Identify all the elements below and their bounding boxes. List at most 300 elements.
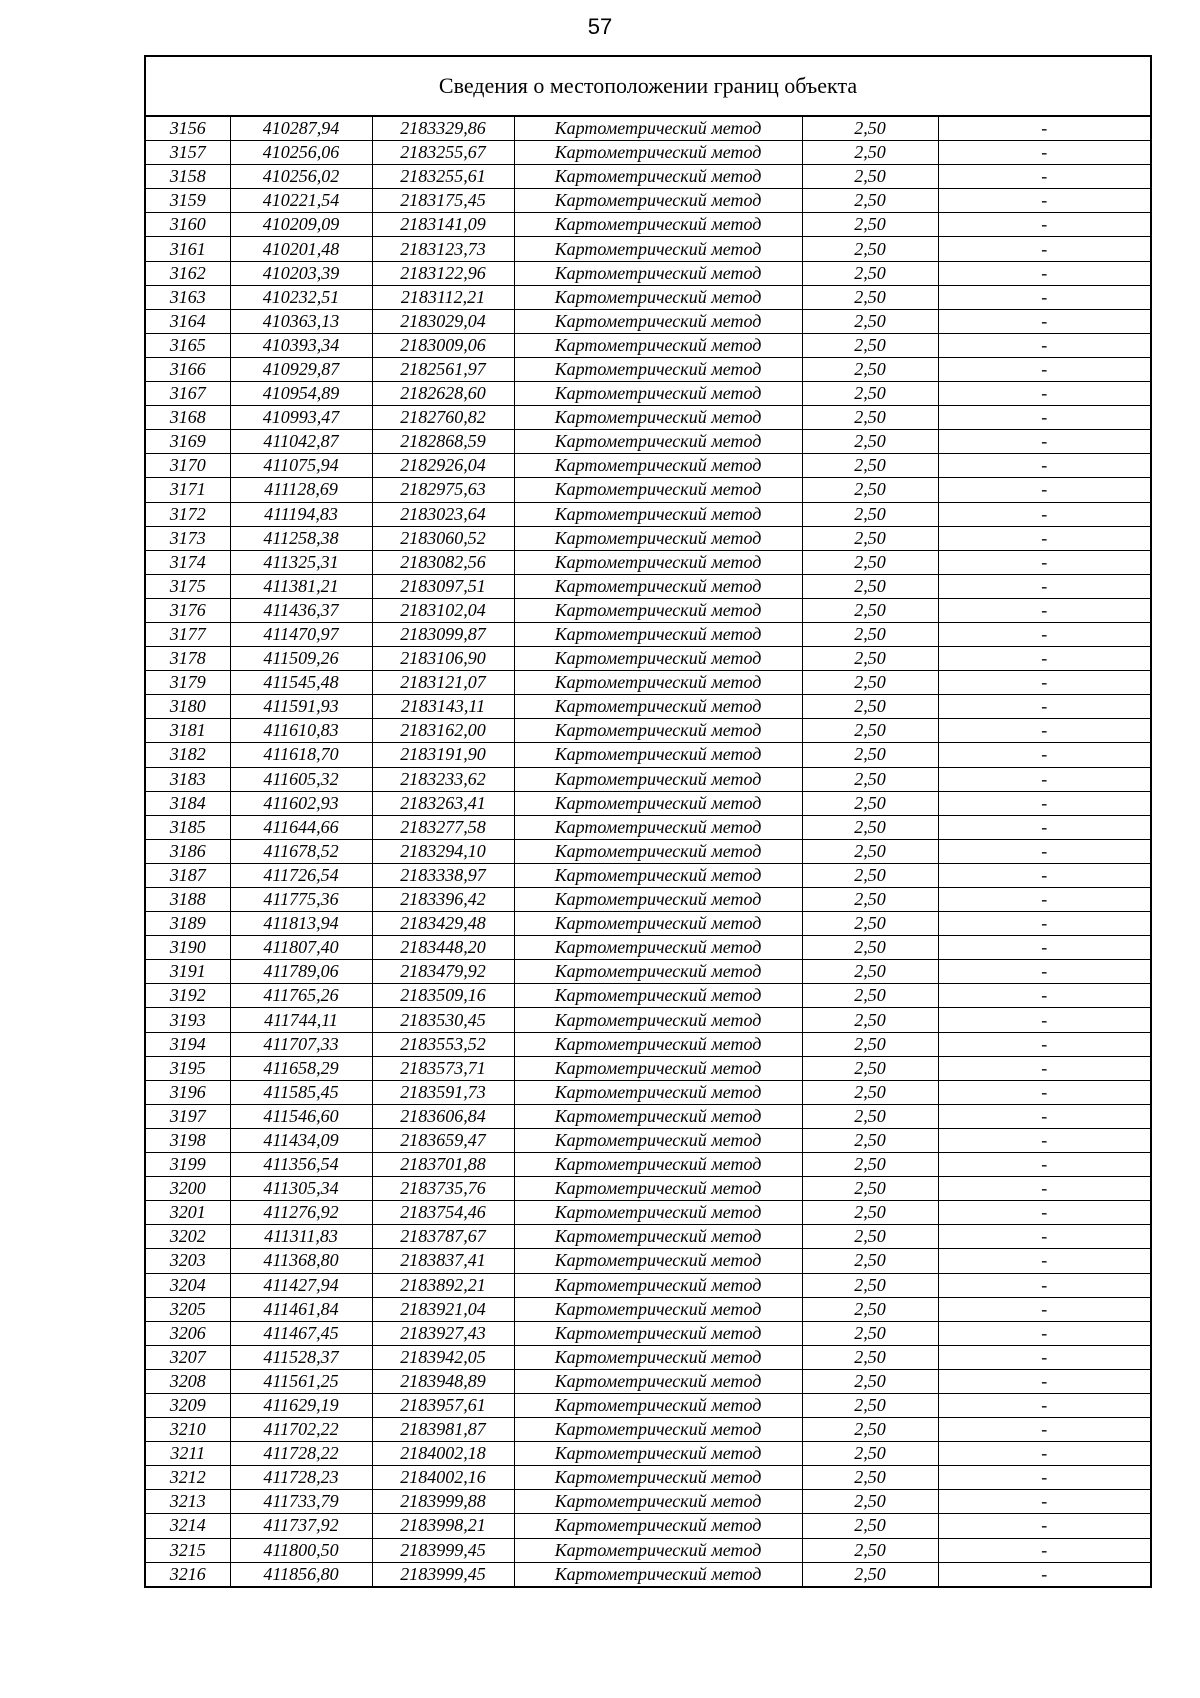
accuracy-cell: 2,50 <box>802 1080 938 1104</box>
method-cell: Картометрический метод <box>514 719 802 743</box>
point-number-cell: 3206 <box>146 1321 230 1345</box>
method-cell: Картометрический метод <box>514 598 802 622</box>
table-row <box>146 960 1150 984</box>
x-coordinate-cell: 411509,26 <box>230 647 372 671</box>
accuracy-cell: 2,50 <box>802 1177 938 1201</box>
table-row <box>146 839 1150 863</box>
y-coordinate-cell: 2183948,89 <box>372 1369 514 1393</box>
table-row <box>146 285 1150 309</box>
method-cell: Картометрический метод <box>514 1056 802 1080</box>
description-cell: - <box>938 189 1150 213</box>
point-number-cell: 3190 <box>146 936 230 960</box>
point-number-cell: 3161 <box>146 237 230 261</box>
x-coordinate-cell: 411585,45 <box>230 1080 372 1104</box>
y-coordinate-cell: 2182760,82 <box>372 406 514 430</box>
table-row <box>146 1466 1150 1490</box>
point-number-cell: 3182 <box>146 743 230 767</box>
method-cell: Картометрический метод <box>514 526 802 550</box>
point-number-cell: 3200 <box>146 1177 230 1201</box>
method-cell: Картометрический метод <box>514 863 802 887</box>
description-cell: - <box>938 141 1150 165</box>
table-row <box>146 1514 1150 1538</box>
x-coordinate-cell: 411434,09 <box>230 1128 372 1152</box>
method-cell: Картометрический метод <box>514 1080 802 1104</box>
y-coordinate-cell: 2182926,04 <box>372 454 514 478</box>
accuracy-cell: 2,50 <box>802 1225 938 1249</box>
point-number-cell: 3195 <box>146 1056 230 1080</box>
x-coordinate-cell: 411728,23 <box>230 1466 372 1490</box>
description-cell: - <box>938 406 1150 430</box>
method-cell: Картометрический метод <box>514 695 802 719</box>
y-coordinate-cell: 2183255,67 <box>372 141 514 165</box>
x-coordinate-cell: 411602,93 <box>230 791 372 815</box>
accuracy-cell: 2,50 <box>802 815 938 839</box>
x-coordinate-cell: 410201,48 <box>230 237 372 261</box>
description-cell: - <box>938 1080 1150 1104</box>
point-number-cell: 3159 <box>146 189 230 213</box>
point-number-cell: 3180 <box>146 695 230 719</box>
table-row <box>146 333 1150 357</box>
point-number-cell: 3212 <box>146 1466 230 1490</box>
method-cell: Картометрический метод <box>514 406 802 430</box>
x-coordinate-cell: 411775,36 <box>230 888 372 912</box>
accuracy-cell: 2,50 <box>802 502 938 526</box>
point-number-cell: 3201 <box>146 1201 230 1225</box>
method-cell: Картометрический метод <box>514 478 802 502</box>
point-number-cell: 3171 <box>146 478 230 502</box>
description-cell: - <box>938 1032 1150 1056</box>
point-number-cell: 3203 <box>146 1249 230 1273</box>
description-cell: - <box>938 622 1150 646</box>
accuracy-cell: 2,50 <box>802 671 938 695</box>
table-row <box>146 767 1150 791</box>
x-coordinate-cell: 411356,54 <box>230 1153 372 1177</box>
table-row <box>146 1442 1150 1466</box>
description-cell: - <box>938 309 1150 333</box>
method-cell: Картометрический метод <box>514 839 802 863</box>
table-row <box>146 237 1150 261</box>
table-row <box>146 1273 1150 1297</box>
x-coordinate-cell: 410993,47 <box>230 406 372 430</box>
x-coordinate-cell: 410232,51 <box>230 285 372 309</box>
table-row <box>146 478 1150 502</box>
accuracy-cell: 2,50 <box>802 117 938 141</box>
x-coordinate-cell: 411737,92 <box>230 1514 372 1538</box>
x-coordinate-cell: 411678,52 <box>230 839 372 863</box>
method-cell: Картометрический метод <box>514 912 802 936</box>
y-coordinate-cell: 2183123,73 <box>372 237 514 261</box>
description-cell: - <box>938 550 1150 574</box>
method-cell: Картометрический метод <box>514 1032 802 1056</box>
table-row <box>146 261 1150 285</box>
point-number-cell: 3170 <box>146 454 230 478</box>
y-coordinate-cell: 2183141,09 <box>372 213 514 237</box>
method-cell: Картометрический метод <box>514 1538 802 1562</box>
y-coordinate-cell: 2183999,45 <box>372 1562 514 1586</box>
description-cell: - <box>938 936 1150 960</box>
x-coordinate-cell: 411325,31 <box>230 550 372 574</box>
y-coordinate-cell: 2183927,43 <box>372 1321 514 1345</box>
description-cell: - <box>938 719 1150 743</box>
description-cell: - <box>938 333 1150 357</box>
accuracy-cell: 2,50 <box>802 1418 938 1442</box>
description-cell: - <box>938 237 1150 261</box>
accuracy-cell: 2,50 <box>802 791 938 815</box>
accuracy-cell: 2,50 <box>802 1562 938 1586</box>
point-number-cell: 3202 <box>146 1225 230 1249</box>
accuracy-cell: 2,50 <box>802 1128 938 1152</box>
description-cell: - <box>938 574 1150 598</box>
point-number-cell: 3177 <box>146 622 230 646</box>
accuracy-cell: 2,50 <box>802 1153 938 1177</box>
method-cell: Картометрический метод <box>514 261 802 285</box>
x-coordinate-cell: 410363,13 <box>230 309 372 333</box>
x-coordinate-cell: 411605,32 <box>230 767 372 791</box>
table-row <box>146 165 1150 189</box>
y-coordinate-cell: 2183999,45 <box>372 1538 514 1562</box>
y-coordinate-cell: 2183509,16 <box>372 984 514 1008</box>
x-coordinate-cell: 410929,87 <box>230 357 372 381</box>
x-coordinate-cell: 411194,83 <box>230 502 372 526</box>
accuracy-cell: 2,50 <box>802 261 938 285</box>
y-coordinate-cell: 2183448,20 <box>372 936 514 960</box>
description-cell: - <box>938 695 1150 719</box>
table-row <box>146 1321 1150 1345</box>
accuracy-cell: 2,50 <box>802 357 938 381</box>
y-coordinate-cell: 2183175,45 <box>372 189 514 213</box>
accuracy-cell: 2,50 <box>802 165 938 189</box>
point-number-cell: 3158 <box>146 165 230 189</box>
accuracy-cell: 2,50 <box>802 430 938 454</box>
description-cell: - <box>938 984 1150 1008</box>
table-row <box>146 815 1150 839</box>
x-coordinate-cell: 411305,34 <box>230 1177 372 1201</box>
method-cell: Картометрический метод <box>514 1514 802 1538</box>
table-row <box>146 1418 1150 1442</box>
table-row <box>146 912 1150 936</box>
description-cell: - <box>938 1201 1150 1225</box>
method-cell: Картометрический метод <box>514 1153 802 1177</box>
table-row <box>146 1562 1150 1586</box>
y-coordinate-cell: 2183263,41 <box>372 791 514 815</box>
x-coordinate-cell: 411467,45 <box>230 1321 372 1345</box>
table-row <box>146 1032 1150 1056</box>
description-cell: - <box>938 912 1150 936</box>
point-number-cell: 3174 <box>146 550 230 574</box>
accuracy-cell: 2,50 <box>802 333 938 357</box>
method-cell: Картометрический метод <box>514 1225 802 1249</box>
description-cell: - <box>938 454 1150 478</box>
y-coordinate-cell: 2183754,46 <box>372 1201 514 1225</box>
accuracy-cell: 2,50 <box>802 695 938 719</box>
table-row <box>146 791 1150 815</box>
description-cell: - <box>938 1104 1150 1128</box>
accuracy-cell: 2,50 <box>802 743 938 767</box>
method-cell: Картометрический метод <box>514 1369 802 1393</box>
y-coordinate-cell: 2182561,97 <box>372 357 514 381</box>
table-row <box>146 888 1150 912</box>
method-cell: Картометрический метод <box>514 647 802 671</box>
accuracy-cell: 2,50 <box>802 984 938 1008</box>
point-number-cell: 3157 <box>146 141 230 165</box>
description-cell: - <box>938 1297 1150 1321</box>
description-cell: - <box>938 1490 1150 1514</box>
x-coordinate-cell: 411789,06 <box>230 960 372 984</box>
accuracy-cell: 2,50 <box>802 1514 938 1538</box>
y-coordinate-cell: 2183921,04 <box>372 1297 514 1321</box>
x-coordinate-cell: 411546,60 <box>230 1104 372 1128</box>
description-cell: - <box>938 598 1150 622</box>
description-cell: - <box>938 357 1150 381</box>
method-cell: Картометрический метод <box>514 815 802 839</box>
description-cell: - <box>938 285 1150 309</box>
table-row <box>146 1201 1150 1225</box>
x-coordinate-cell: 411436,37 <box>230 598 372 622</box>
y-coordinate-cell: 2183429,48 <box>372 912 514 936</box>
accuracy-cell: 2,50 <box>802 1201 938 1225</box>
table-row <box>146 406 1150 430</box>
accuracy-cell: 2,50 <box>802 309 938 333</box>
method-cell: Картометрический метод <box>514 1177 802 1201</box>
accuracy-cell: 2,50 <box>802 1321 938 1345</box>
point-number-cell: 3172 <box>146 502 230 526</box>
y-coordinate-cell: 2183530,45 <box>372 1008 514 1032</box>
description-cell: - <box>938 1008 1150 1032</box>
y-coordinate-cell: 2183787,67 <box>372 1225 514 1249</box>
point-number-cell: 3187 <box>146 863 230 887</box>
x-coordinate-cell: 411610,83 <box>230 719 372 743</box>
method-cell: Картометрический метод <box>514 767 802 791</box>
method-cell: Картометрический метод <box>514 1466 802 1490</box>
y-coordinate-cell: 2183162,00 <box>372 719 514 743</box>
y-coordinate-cell: 2182628,60 <box>372 382 514 406</box>
method-cell: Картометрический метод <box>514 382 802 406</box>
method-cell: Картометрический метод <box>514 1201 802 1225</box>
point-number-cell: 3208 <box>146 1369 230 1393</box>
method-cell: Картометрический метод <box>514 237 802 261</box>
page-number: 57 <box>587 14 613 39</box>
accuracy-cell: 2,50 <box>802 767 938 791</box>
y-coordinate-cell: 2183233,62 <box>372 767 514 791</box>
x-coordinate-cell: 411813,94 <box>230 912 372 936</box>
point-number-cell: 3215 <box>146 1538 230 1562</box>
table-row <box>146 309 1150 333</box>
accuracy-cell: 2,50 <box>802 912 938 936</box>
accuracy-cell: 2,50 <box>802 960 938 984</box>
y-coordinate-cell: 2182975,63 <box>372 478 514 502</box>
method-cell: Картометрический метод <box>514 165 802 189</box>
point-number-cell: 3207 <box>146 1345 230 1369</box>
y-coordinate-cell: 2184002,16 <box>372 1466 514 1490</box>
method-cell: Картометрический метод <box>514 1393 802 1417</box>
description-cell: - <box>938 839 1150 863</box>
description-cell: - <box>938 502 1150 526</box>
y-coordinate-cell: 2183122,96 <box>372 261 514 285</box>
point-number-cell: 3204 <box>146 1273 230 1297</box>
x-coordinate-cell: 411807,40 <box>230 936 372 960</box>
x-coordinate-cell: 410393,34 <box>230 333 372 357</box>
x-coordinate-cell: 411765,26 <box>230 984 372 1008</box>
method-cell: Картометрический метод <box>514 1008 802 1032</box>
x-coordinate-cell: 411042,87 <box>230 430 372 454</box>
table-row <box>146 719 1150 743</box>
method-cell: Картометрический метод <box>514 1128 802 1152</box>
table-row <box>146 574 1150 598</box>
method-cell: Картометрический метод <box>514 936 802 960</box>
description-cell: - <box>938 863 1150 887</box>
point-number-cell: 3176 <box>146 598 230 622</box>
table-title: Сведения о местоположении границ объекта <box>146 57 1150 117</box>
point-number-cell: 3192 <box>146 984 230 1008</box>
description-cell: - <box>938 1345 1150 1369</box>
method-cell: Картометрический метод <box>514 1249 802 1273</box>
table-row <box>146 1345 1150 1369</box>
description-cell: - <box>938 1321 1150 1345</box>
point-number-cell: 3193 <box>146 1008 230 1032</box>
table-row <box>146 936 1150 960</box>
point-number-cell: 3213 <box>146 1490 230 1514</box>
accuracy-cell: 2,50 <box>802 1056 938 1080</box>
accuracy-cell: 2,50 <box>802 574 938 598</box>
accuracy-cell: 2,50 <box>802 382 938 406</box>
y-coordinate-cell: 2183981,87 <box>372 1418 514 1442</box>
x-coordinate-cell: 411470,97 <box>230 622 372 646</box>
x-coordinate-cell: 411856,80 <box>230 1562 372 1586</box>
table-row <box>146 1153 1150 1177</box>
point-number-cell: 3162 <box>146 261 230 285</box>
accuracy-cell: 2,50 <box>802 1369 938 1393</box>
x-coordinate-cell: 411461,84 <box>230 1297 372 1321</box>
description-cell: - <box>938 743 1150 767</box>
description-cell: - <box>938 888 1150 912</box>
method-cell: Картометрический метод <box>514 502 802 526</box>
accuracy-cell: 2,50 <box>802 237 938 261</box>
point-number-cell: 3168 <box>146 406 230 430</box>
method-cell: Картометрический метод <box>514 189 802 213</box>
y-coordinate-cell: 2183097,51 <box>372 574 514 598</box>
point-number-cell: 3216 <box>146 1562 230 1586</box>
description-cell: - <box>938 960 1150 984</box>
method-cell: Картометрический метод <box>514 622 802 646</box>
method-cell: Картометрический метод <box>514 1104 802 1128</box>
method-cell: Картометрический метод <box>514 357 802 381</box>
accuracy-cell: 2,50 <box>802 526 938 550</box>
table-row <box>146 863 1150 887</box>
table-row <box>146 213 1150 237</box>
method-cell: Картометрический метод <box>514 430 802 454</box>
x-coordinate-cell: 410203,39 <box>230 261 372 285</box>
x-coordinate-cell: 411702,22 <box>230 1418 372 1442</box>
accuracy-cell: 2,50 <box>802 1249 938 1273</box>
y-coordinate-cell: 2183023,64 <box>372 502 514 526</box>
point-number-cell: 3166 <box>146 357 230 381</box>
method-cell: Картометрический метод <box>514 117 802 141</box>
point-number-cell: 3164 <box>146 309 230 333</box>
method-cell: Картометрический метод <box>514 333 802 357</box>
point-number-cell: 3185 <box>146 815 230 839</box>
point-number-cell: 3186 <box>146 839 230 863</box>
accuracy-cell: 2,50 <box>802 1008 938 1032</box>
point-number-cell: 3163 <box>146 285 230 309</box>
method-cell: Картометрический метод <box>514 791 802 815</box>
y-coordinate-cell: 2183121,07 <box>372 671 514 695</box>
point-number-cell: 3210 <box>146 1418 230 1442</box>
point-number-cell: 3197 <box>146 1104 230 1128</box>
y-coordinate-cell: 2183060,52 <box>372 526 514 550</box>
accuracy-cell: 2,50 <box>802 863 938 887</box>
x-coordinate-cell: 410954,89 <box>230 382 372 406</box>
description-cell: - <box>938 1393 1150 1417</box>
y-coordinate-cell: 2183701,88 <box>372 1153 514 1177</box>
method-cell: Картометрический метод <box>514 1442 802 1466</box>
table-row <box>146 743 1150 767</box>
x-coordinate-cell: 411276,92 <box>230 1201 372 1225</box>
description-cell: - <box>938 261 1150 285</box>
accuracy-cell: 2,50 <box>802 141 938 165</box>
method-cell: Картометрический метод <box>514 1490 802 1514</box>
method-cell: Картометрический метод <box>514 141 802 165</box>
accuracy-cell: 2,50 <box>802 1032 938 1056</box>
description-cell: - <box>938 526 1150 550</box>
table-row <box>146 502 1150 526</box>
x-coordinate-cell: 411744,11 <box>230 1008 372 1032</box>
point-number-cell: 3211 <box>146 1442 230 1466</box>
description-cell: - <box>938 1128 1150 1152</box>
x-coordinate-cell: 411128,69 <box>230 478 372 502</box>
point-number-cell: 3167 <box>146 382 230 406</box>
accuracy-cell: 2,50 <box>802 1490 938 1514</box>
point-number-cell: 3165 <box>146 333 230 357</box>
y-coordinate-cell: 2183106,90 <box>372 647 514 671</box>
y-coordinate-cell: 2183082,56 <box>372 550 514 574</box>
table-row <box>146 647 1150 671</box>
y-coordinate-cell: 2183112,21 <box>372 285 514 309</box>
table-row <box>146 1225 1150 1249</box>
x-coordinate-cell: 411368,80 <box>230 1249 372 1273</box>
table-row <box>146 1177 1150 1201</box>
x-coordinate-cell: 411618,70 <box>230 743 372 767</box>
x-coordinate-cell: 411733,79 <box>230 1490 372 1514</box>
y-coordinate-cell: 2183099,87 <box>372 622 514 646</box>
y-coordinate-cell: 2182868,59 <box>372 430 514 454</box>
x-coordinate-cell: 411707,33 <box>230 1032 372 1056</box>
accuracy-cell: 2,50 <box>802 454 938 478</box>
x-coordinate-cell: 411629,19 <box>230 1393 372 1417</box>
point-number-cell: 3175 <box>146 574 230 598</box>
table-row <box>146 357 1150 381</box>
method-cell: Картометрический метод <box>514 1321 802 1345</box>
x-coordinate-cell: 410256,02 <box>230 165 372 189</box>
description-cell: - <box>938 382 1150 406</box>
x-coordinate-cell: 411381,21 <box>230 574 372 598</box>
x-coordinate-cell: 411258,38 <box>230 526 372 550</box>
x-coordinate-cell: 411075,94 <box>230 454 372 478</box>
description-cell: - <box>938 1418 1150 1442</box>
point-number-cell: 3194 <box>146 1032 230 1056</box>
method-cell: Картометрический метод <box>514 454 802 478</box>
accuracy-cell: 2,50 <box>802 285 938 309</box>
y-coordinate-cell: 2184002,18 <box>372 1442 514 1466</box>
table-row <box>146 454 1150 478</box>
description-cell: - <box>938 478 1150 502</box>
y-coordinate-cell: 2183837,41 <box>372 1249 514 1273</box>
y-coordinate-cell: 2183659,47 <box>372 1128 514 1152</box>
accuracy-cell: 2,50 <box>802 888 938 912</box>
point-number-cell: 3183 <box>146 767 230 791</box>
x-coordinate-cell: 411561,25 <box>230 1369 372 1393</box>
method-cell: Картометрический метод <box>514 309 802 333</box>
y-coordinate-cell: 2183957,61 <box>372 1393 514 1417</box>
